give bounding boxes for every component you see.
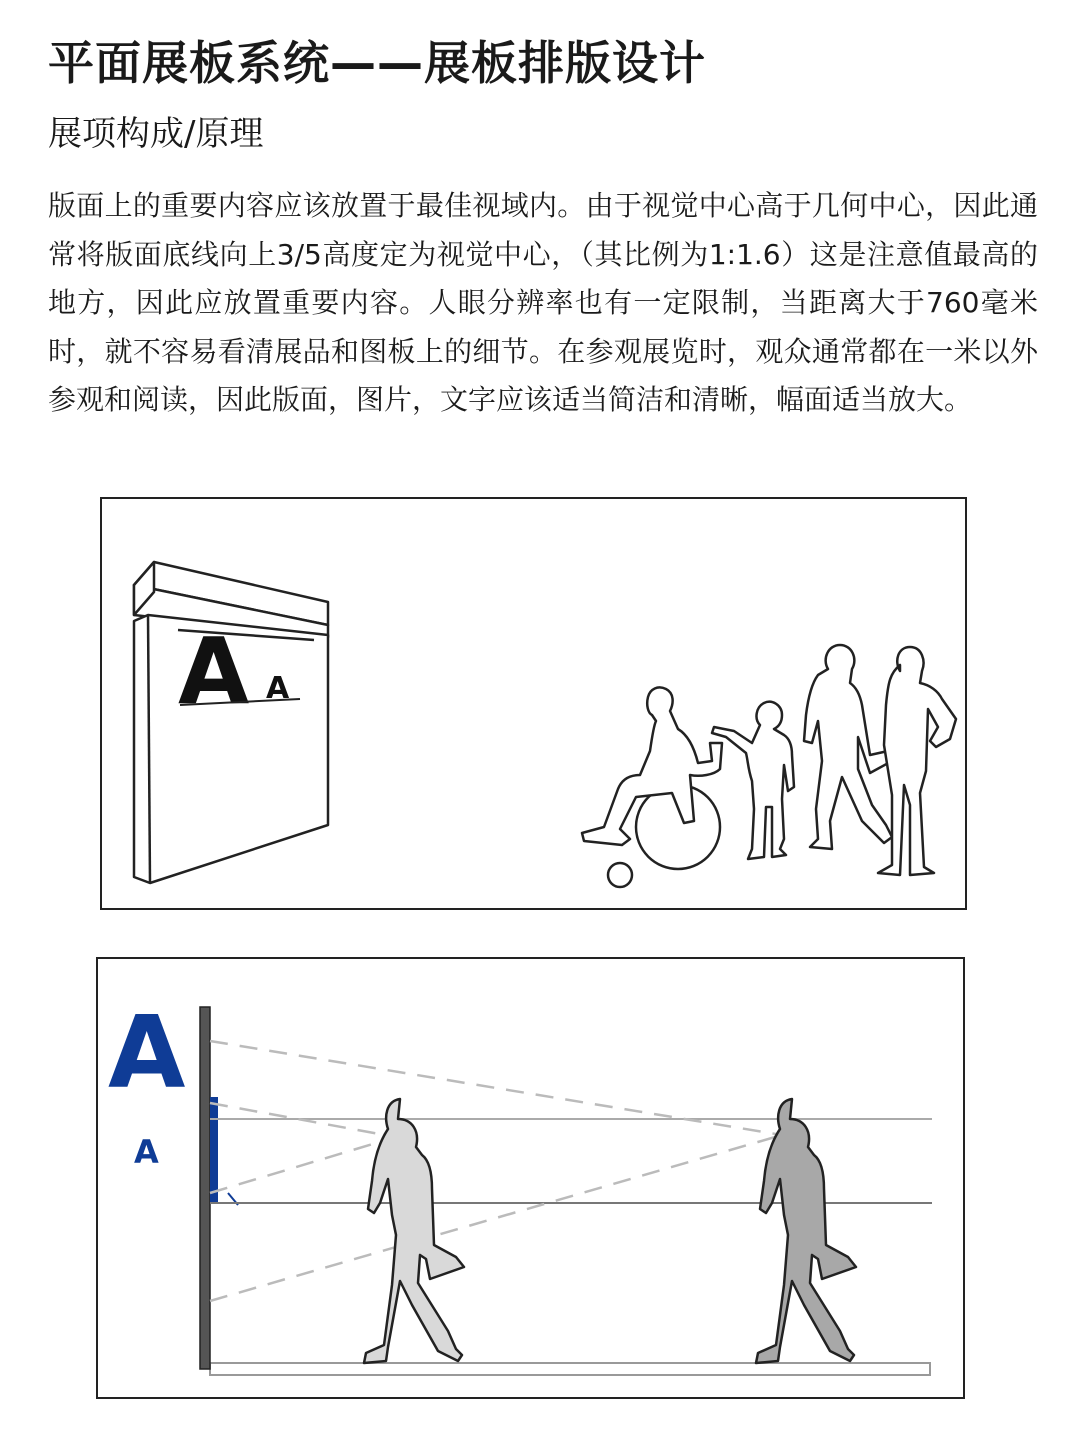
body-paragraph: 版面上的重要内容应该放置于最佳视域内。由于视觉中心高于几何中心，因此通常将版面底线向上3/5高度定为视觉中心，（其比例为1:1.6）这是注意值最高的地方，因此应放置重要内容。人眼分辨率也有一定限制，当距离大于760毫米时，就不容易看清展品和图板上的细节。在参观展览时，观众通常都在一米以外参观和阅读，因此版面，图片，文字应该适当简洁和清晰，幅面适当放大。 <box>48 189 1038 416</box>
letter-large: A <box>108 994 186 1111</box>
floor-line <box>210 1363 930 1375</box>
board-marker <box>210 1097 218 1203</box>
display-board-figure <box>100 497 967 910</box>
display-wall <box>200 1007 210 1369</box>
display-board-illustration <box>100 497 967 910</box>
board-letter-small: A <box>266 671 290 706</box>
letter-small: A <box>134 1133 159 1171</box>
page-subtitle: 展项构成/原理 <box>48 114 264 154</box>
page-title: 平面展板系统——展板排版设计 <box>48 36 706 90</box>
board-letter-large: A <box>178 618 250 725</box>
sightline-illustration <box>96 957 967 1401</box>
sightline-figure <box>96 957 967 1401</box>
